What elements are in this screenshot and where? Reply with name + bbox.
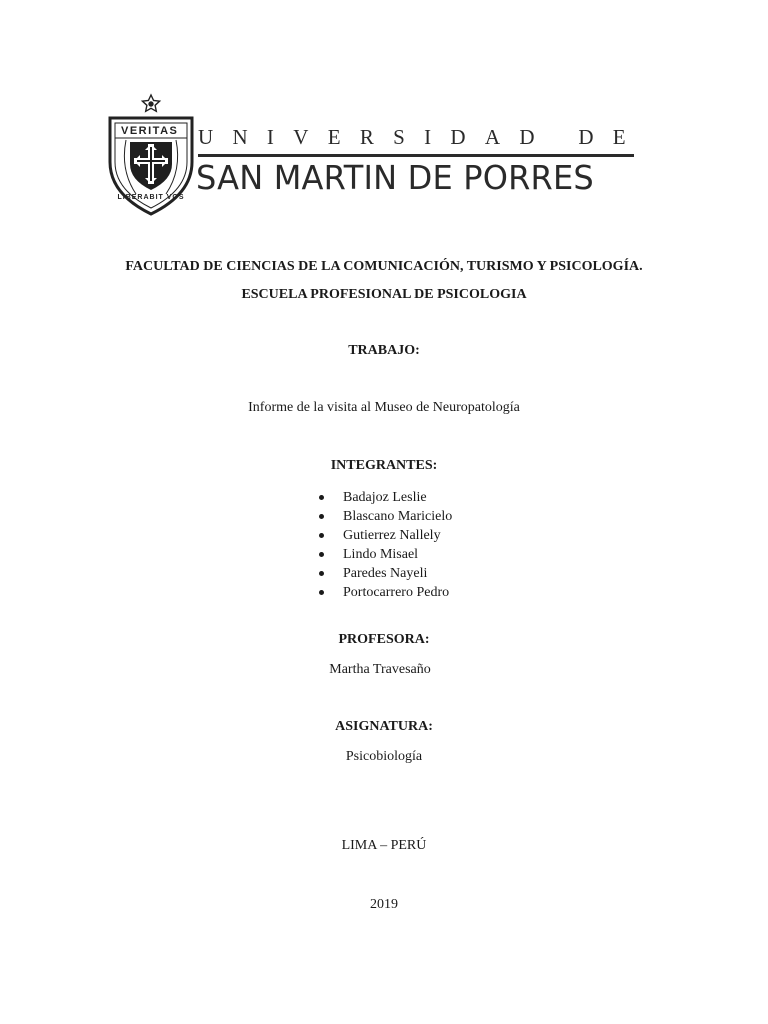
course-name: Psicobiología: [345, 749, 423, 764]
bullet-icon: [319, 590, 324, 595]
work-label: TRABAJO:: [348, 343, 420, 358]
member-name: Paredes Nayeli: [343, 566, 428, 581]
course-label: ASIGNATURA:: [335, 719, 433, 734]
bullet-icon: [319, 571, 324, 576]
faculty-heading: FACULTAD DE CIENCIAS DE LA COMUNICACIÓN, TURISMO Y PSICOLOGÍA.: [125, 259, 643, 274]
members-list: [313, 488, 452, 602]
city-text: LIMA – PERÚ: [341, 838, 427, 853]
member-name: Gutierrez Nallely: [343, 528, 441, 543]
list-item: [313, 564, 452, 583]
year-text: 2019: [370, 897, 398, 912]
bullet-icon: [319, 514, 324, 519]
work-title: Informe de la visita al Museo de Neuropatología: [248, 400, 520, 415]
wordmark-top: UNIVERSIDAD DE: [198, 125, 645, 149]
wordmark-rule: [198, 154, 634, 157]
member-name: Blascano Maricielo: [343, 509, 453, 524]
list-item: [313, 545, 452, 564]
professor-name: Martha Travesaño: [329, 662, 431, 677]
bullet-icon: [319, 495, 324, 500]
professor-label: PROFESORA:: [338, 632, 430, 647]
member-name: Portocarrero Pedro: [343, 585, 450, 600]
list-item: [313, 583, 452, 602]
list-item: [313, 526, 452, 545]
members-label: INTEGRANTES:: [330, 458, 438, 473]
wordmark-bottom: SAN MARTIN DE PORRES: [196, 158, 594, 197]
crest-motto-top: VERITAS: [121, 125, 179, 137]
university-logo: [106, 92, 646, 218]
list-item: [313, 488, 452, 507]
list-item: [313, 507, 452, 526]
bullet-icon: [319, 533, 324, 538]
member-name: Badajoz Leslie: [343, 490, 427, 505]
crest-motto-bottom: LIBERABIT VOS: [117, 194, 185, 201]
member-name: Lindo Misael: [343, 547, 419, 562]
bullet-icon: [319, 552, 324, 557]
school-heading: ESCUELA PROFESIONAL DE PSICOLOGIA: [241, 287, 527, 302]
